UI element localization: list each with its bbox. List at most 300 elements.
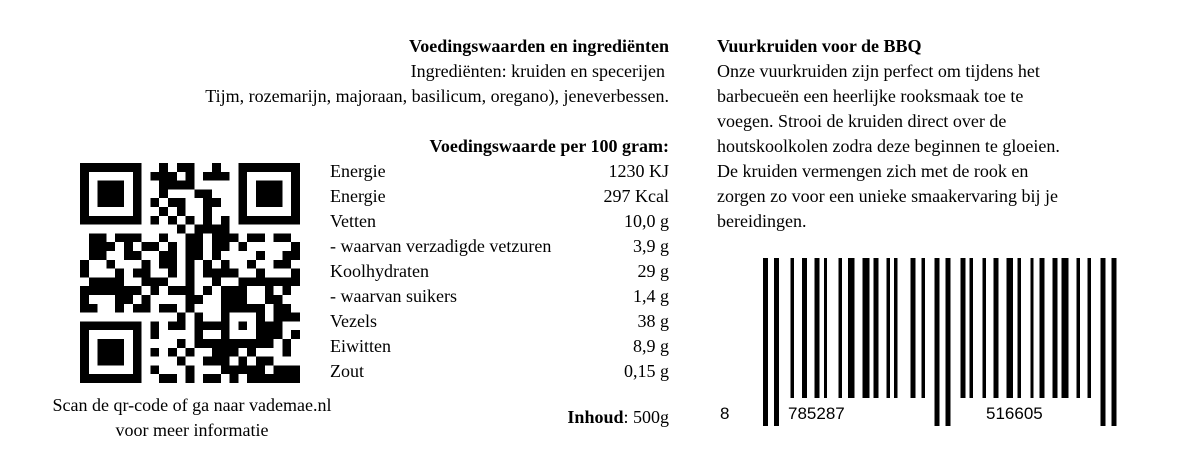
qr-module	[115, 348, 124, 357]
qr-module	[203, 286, 212, 295]
qr-module	[186, 348, 195, 357]
description-line: houtskoolkolen zodra deze beginnen te gloeien.	[717, 136, 1060, 156]
qr-module	[80, 260, 89, 269]
qr-module	[194, 251, 203, 260]
qr-module	[186, 277, 195, 286]
qr-module	[221, 330, 230, 339]
qr-module	[212, 242, 221, 251]
qr-module	[80, 286, 89, 295]
nutrition-row	[330, 234, 669, 259]
qr-module	[106, 163, 115, 172]
qr-module	[150, 365, 159, 374]
barcode-bar	[1040, 258, 1045, 398]
qr-module	[98, 198, 107, 207]
description-line: De kruiden vermengen zich met de rook en	[717, 161, 1029, 181]
qr-module	[106, 216, 115, 225]
qr-module	[238, 304, 247, 313]
qr-module	[133, 269, 142, 278]
qr-module	[106, 374, 115, 383]
qr-module	[274, 365, 283, 374]
qr-module	[221, 339, 230, 348]
qr-module	[159, 304, 168, 313]
qr-module	[256, 181, 265, 190]
qr-module	[98, 321, 107, 330]
qr-module	[124, 374, 133, 383]
qr-module	[256, 233, 265, 242]
qr-module	[80, 321, 89, 330]
qr-module	[291, 313, 300, 322]
qr-module	[159, 163, 168, 172]
nutrition-value: 10,0 g	[624, 211, 669, 231]
qr-module	[168, 304, 177, 313]
qr-module	[124, 233, 133, 242]
qr-module	[212, 251, 221, 260]
content-value: : 500g	[623, 407, 669, 427]
qr-module	[274, 330, 283, 339]
qr-module	[150, 277, 159, 286]
qr-module	[282, 286, 291, 295]
qr-module	[256, 189, 265, 198]
qr-module	[115, 269, 124, 278]
qr-module	[238, 295, 247, 304]
qr-module	[186, 181, 195, 190]
qr-module	[168, 269, 177, 278]
qr-module	[230, 269, 239, 278]
content-label: Inhoud	[567, 407, 624, 427]
qr-module	[274, 374, 283, 383]
qr-module	[256, 374, 265, 383]
qr-module	[106, 181, 115, 190]
qr-module	[98, 242, 107, 251]
qr-module	[274, 181, 283, 190]
qr-module	[265, 295, 274, 304]
qr-module	[106, 277, 115, 286]
qr-module	[256, 198, 265, 207]
qr-module	[282, 304, 291, 313]
qr-module	[274, 216, 283, 225]
qr-module	[203, 198, 212, 207]
qr-module	[282, 348, 291, 357]
qr-module	[221, 321, 230, 330]
qr-module	[265, 216, 274, 225]
qr-module	[142, 277, 151, 286]
qr-module	[133, 357, 142, 366]
qr-module	[194, 295, 203, 304]
barcode-bar	[1111, 258, 1116, 426]
qr-module	[247, 233, 256, 242]
qr-module	[265, 339, 274, 348]
qr-module	[194, 233, 203, 242]
barcode-bar	[815, 258, 820, 398]
qr-module	[168, 251, 177, 260]
qr-module	[203, 269, 212, 278]
qr-module	[80, 365, 89, 374]
qr-module	[238, 207, 247, 216]
nutrition-value: 0,15 g	[624, 361, 669, 381]
qr-module	[168, 172, 177, 181]
qr-module	[106, 339, 115, 348]
qr-module	[265, 189, 274, 198]
nutrition-title: Voedingswaarde per 100 gram:	[429, 136, 669, 156]
qr-module	[89, 251, 98, 260]
qr-module	[247, 260, 256, 269]
qr-module	[212, 357, 221, 366]
barcode-bar	[863, 258, 870, 398]
qr-module	[80, 198, 89, 207]
qr-module	[133, 181, 142, 190]
qr-module	[221, 172, 230, 181]
qr-module	[265, 321, 274, 330]
qr-caption	[0, 393, 384, 443]
qr-module	[186, 269, 195, 278]
nutrition-value: 29 g	[637, 261, 669, 281]
qr-caption-line-2: voor meer informatie	[115, 420, 269, 440]
qr-module	[194, 242, 203, 251]
qr-module	[89, 163, 98, 172]
qr-module	[212, 233, 221, 242]
qr-module	[291, 330, 300, 339]
qr-module	[150, 198, 159, 207]
qr-module	[274, 321, 283, 330]
qr-module	[168, 260, 177, 269]
ingredients-line-1: Ingrediënten: kruiden en specerijen	[410, 61, 665, 81]
qr-module	[115, 339, 124, 348]
qr-module	[238, 198, 247, 207]
qr-module	[168, 286, 177, 295]
ingredients-title: Voedingswaarden en ingrediënten	[408, 36, 669, 56]
qr-module	[291, 374, 300, 383]
qr-module	[80, 357, 89, 366]
qr-module	[274, 189, 283, 198]
qr-module	[256, 330, 265, 339]
qr-module	[247, 348, 256, 357]
qr-module	[221, 269, 230, 278]
nutrition-row	[330, 184, 669, 209]
nutrition-row	[330, 309, 669, 334]
qr-module	[133, 330, 142, 339]
qr-module	[89, 233, 98, 242]
qr-module	[133, 321, 142, 330]
qr-module	[212, 339, 221, 348]
qr-module	[106, 242, 115, 251]
qr-module	[80, 374, 89, 383]
barcode-bar	[763, 258, 768, 426]
qr-module	[106, 286, 115, 295]
qr-module	[247, 304, 256, 313]
qr-module	[98, 277, 107, 286]
qr-module	[186, 295, 195, 304]
qr-module	[238, 242, 247, 251]
qr-module	[230, 295, 239, 304]
qr-module	[247, 339, 256, 348]
qr-module	[124, 251, 133, 260]
qr-code[interactable]	[80, 163, 300, 383]
nutrition-row	[330, 334, 669, 359]
qr-module	[89, 216, 98, 225]
qr-module	[194, 321, 203, 330]
qr-module	[274, 295, 283, 304]
barcode-bar	[802, 258, 807, 398]
qr-module	[150, 321, 159, 330]
qr-module	[133, 198, 142, 207]
description-line: Onze vuurkruiden zijn perfect om tijdens het	[717, 61, 1040, 81]
qr-module	[282, 339, 291, 348]
qr-module	[230, 365, 239, 374]
qr-module	[98, 251, 107, 260]
qr-module	[177, 225, 186, 234]
barcode-bar	[874, 258, 879, 398]
qr-module	[186, 260, 195, 269]
qr-module	[133, 374, 142, 383]
qr-module	[282, 163, 291, 172]
qr-module	[247, 365, 256, 374]
nutrition-label: Vezels	[330, 311, 377, 331]
qr-module	[115, 304, 124, 313]
qr-module	[282, 313, 291, 322]
nutrition-table	[330, 159, 669, 384]
qr-module	[274, 277, 283, 286]
qr-module	[247, 374, 256, 383]
qr-module	[282, 365, 291, 374]
qr-module	[168, 181, 177, 190]
qr-module	[150, 330, 159, 339]
qr-module	[150, 216, 159, 225]
qr-module	[106, 348, 115, 357]
qr-module	[98, 339, 107, 348]
qr-module	[203, 357, 212, 366]
qr-module	[115, 216, 124, 225]
barcode-bar	[1006, 258, 1013, 398]
qr-module	[106, 321, 115, 330]
qr-module	[212, 198, 221, 207]
qr-module	[212, 374, 221, 383]
qr-module	[274, 304, 283, 313]
qr-module	[159, 207, 168, 216]
qr-module	[159, 277, 168, 286]
qr-module	[89, 242, 98, 251]
barcode-bar	[982, 258, 985, 398]
qr-module	[274, 313, 283, 322]
qr-module	[133, 251, 142, 260]
qr-module	[177, 339, 186, 348]
qr-module	[186, 233, 195, 242]
qr-module	[115, 295, 124, 304]
description-line: zorgen zo voor een unieke smaakervaring bij je	[717, 186, 1059, 206]
nutrition-value: 297 Kcal	[603, 186, 669, 206]
barcode	[705, 258, 1135, 428]
qr-module	[221, 313, 230, 322]
qr-module	[133, 286, 142, 295]
description-line: barbecueën een heerlijke rooksmaak toe te	[717, 86, 1024, 106]
qr-module	[177, 321, 186, 330]
nutrition-value: 38 g	[637, 311, 669, 331]
nutrition-label: Energie	[330, 161, 386, 181]
qr-module	[159, 251, 168, 260]
qr-module	[186, 374, 195, 383]
qr-module	[142, 304, 151, 313]
qr-module	[98, 181, 107, 190]
qr-module	[291, 365, 300, 374]
description-line: voegen. Strooi de kruiden direct over de	[717, 111, 1007, 131]
qr-module	[186, 251, 195, 260]
qr-module	[265, 181, 274, 190]
qr-module	[106, 189, 115, 198]
qr-module	[168, 348, 177, 357]
qr-module	[98, 357, 107, 366]
qr-module	[80, 181, 89, 190]
qr-module	[159, 189, 168, 198]
qr-module	[203, 339, 212, 348]
qr-module	[150, 172, 159, 181]
qr-module	[256, 269, 265, 278]
barcode-bar	[960, 258, 965, 398]
barcode-digit-first: 8	[720, 404, 730, 423]
qr-module	[159, 374, 168, 383]
qr-module	[142, 295, 151, 304]
qr-module	[194, 339, 203, 348]
nutrition-value: 8,9 g	[633, 336, 669, 356]
barcode-bar	[887, 258, 890, 398]
qr-module	[203, 225, 212, 234]
qr-module	[221, 295, 230, 304]
qr-module	[80, 207, 89, 216]
qr-module	[238, 172, 247, 181]
qr-module	[212, 172, 221, 181]
barcode-bar	[911, 258, 916, 398]
qr-module	[168, 374, 177, 383]
qr-module	[159, 181, 168, 190]
qr-module	[265, 330, 274, 339]
qr-module	[221, 365, 230, 374]
qr-module	[80, 304, 89, 313]
qr-module	[186, 286, 195, 295]
qr-module	[194, 189, 203, 198]
qr-module	[282, 277, 291, 286]
content-amount	[567, 405, 669, 429]
qr-module	[133, 233, 142, 242]
nutrition-label: Koolhydraten	[330, 261, 429, 281]
qr-module	[115, 374, 124, 383]
qr-module	[177, 198, 186, 207]
qr-module	[282, 260, 291, 269]
qr-module	[238, 163, 247, 172]
qr-module	[265, 198, 274, 207]
qr-module	[115, 321, 124, 330]
qr-module	[115, 357, 124, 366]
barcode-bar	[935, 258, 940, 426]
qr-module	[186, 242, 195, 251]
qr-module	[80, 295, 89, 304]
barcode-bar	[946, 258, 951, 426]
qr-module	[265, 286, 274, 295]
qr-module	[238, 277, 247, 286]
qr-module	[177, 313, 186, 322]
qr-module	[98, 286, 107, 295]
barcode-bar	[848, 258, 855, 398]
qr-module	[98, 216, 107, 225]
qr-module	[282, 233, 291, 242]
qr-module	[194, 313, 203, 322]
qr-module	[186, 163, 195, 172]
barcode-bar	[824, 258, 827, 398]
qr-module	[133, 304, 142, 313]
qr-module	[212, 225, 221, 234]
nutrition-label: Energie	[330, 186, 386, 206]
barcode-bar	[970, 258, 973, 398]
qr-module	[133, 216, 142, 225]
qr-module	[230, 286, 239, 295]
qr-module	[238, 365, 247, 374]
nutrition-label: Eiwitten	[330, 336, 391, 356]
qr-module	[115, 189, 124, 198]
barcode-bar	[894, 258, 897, 398]
qr-module	[106, 198, 115, 207]
qr-module	[265, 163, 274, 172]
ingredients-line-2: Tijm, rozemarijn, majoraan, basilicum, oregano), jeneverbessen.	[205, 86, 669, 106]
qr-module	[115, 181, 124, 190]
qr-module	[256, 277, 265, 286]
qr-module	[80, 163, 89, 172]
barcode-bar	[1052, 258, 1057, 398]
qr-caption-line-1: Scan de qr-code of ga naar vademae.nl	[52, 395, 332, 415]
qr-module	[168, 198, 177, 207]
qr-module	[80, 216, 89, 225]
qr-module	[274, 198, 283, 207]
qr-module	[274, 260, 283, 269]
qr-module	[282, 374, 291, 383]
barcode-bar	[774, 258, 779, 426]
qr-module	[291, 251, 300, 260]
qr-module	[247, 216, 256, 225]
qr-module	[177, 181, 186, 190]
qr-module	[203, 172, 212, 181]
nutrition-value: 3,9 g	[633, 236, 669, 256]
qr-module	[89, 277, 98, 286]
barcode-bar	[791, 258, 794, 398]
qr-module	[150, 348, 159, 357]
qr-module	[115, 198, 124, 207]
qr-module	[265, 357, 274, 366]
qr-module	[159, 260, 168, 269]
qr-module	[124, 286, 133, 295]
qr-module	[186, 365, 195, 374]
qr-module	[115, 277, 124, 286]
qr-module	[168, 242, 177, 251]
qr-module	[98, 233, 107, 242]
qr-module	[159, 233, 168, 242]
barcode-bar	[1100, 258, 1105, 426]
description-title: Vuurkruiden voor de BBQ	[717, 36, 922, 56]
qr-module	[150, 242, 159, 251]
qr-module	[177, 163, 186, 172]
qr-module	[133, 163, 142, 172]
qr-module	[80, 269, 89, 278]
qr-module	[203, 189, 212, 198]
qr-module	[291, 172, 300, 181]
barcode-bar	[993, 258, 998, 398]
qr-module	[168, 321, 177, 330]
qr-module	[274, 233, 283, 242]
qr-module	[238, 181, 247, 190]
qr-module	[177, 207, 186, 216]
qr-module	[133, 207, 142, 216]
qr-module	[80, 339, 89, 348]
qr-module	[230, 348, 239, 357]
qr-module	[221, 304, 230, 313]
qr-module	[177, 357, 186, 366]
qr-module	[80, 189, 89, 198]
qr-module	[133, 339, 142, 348]
